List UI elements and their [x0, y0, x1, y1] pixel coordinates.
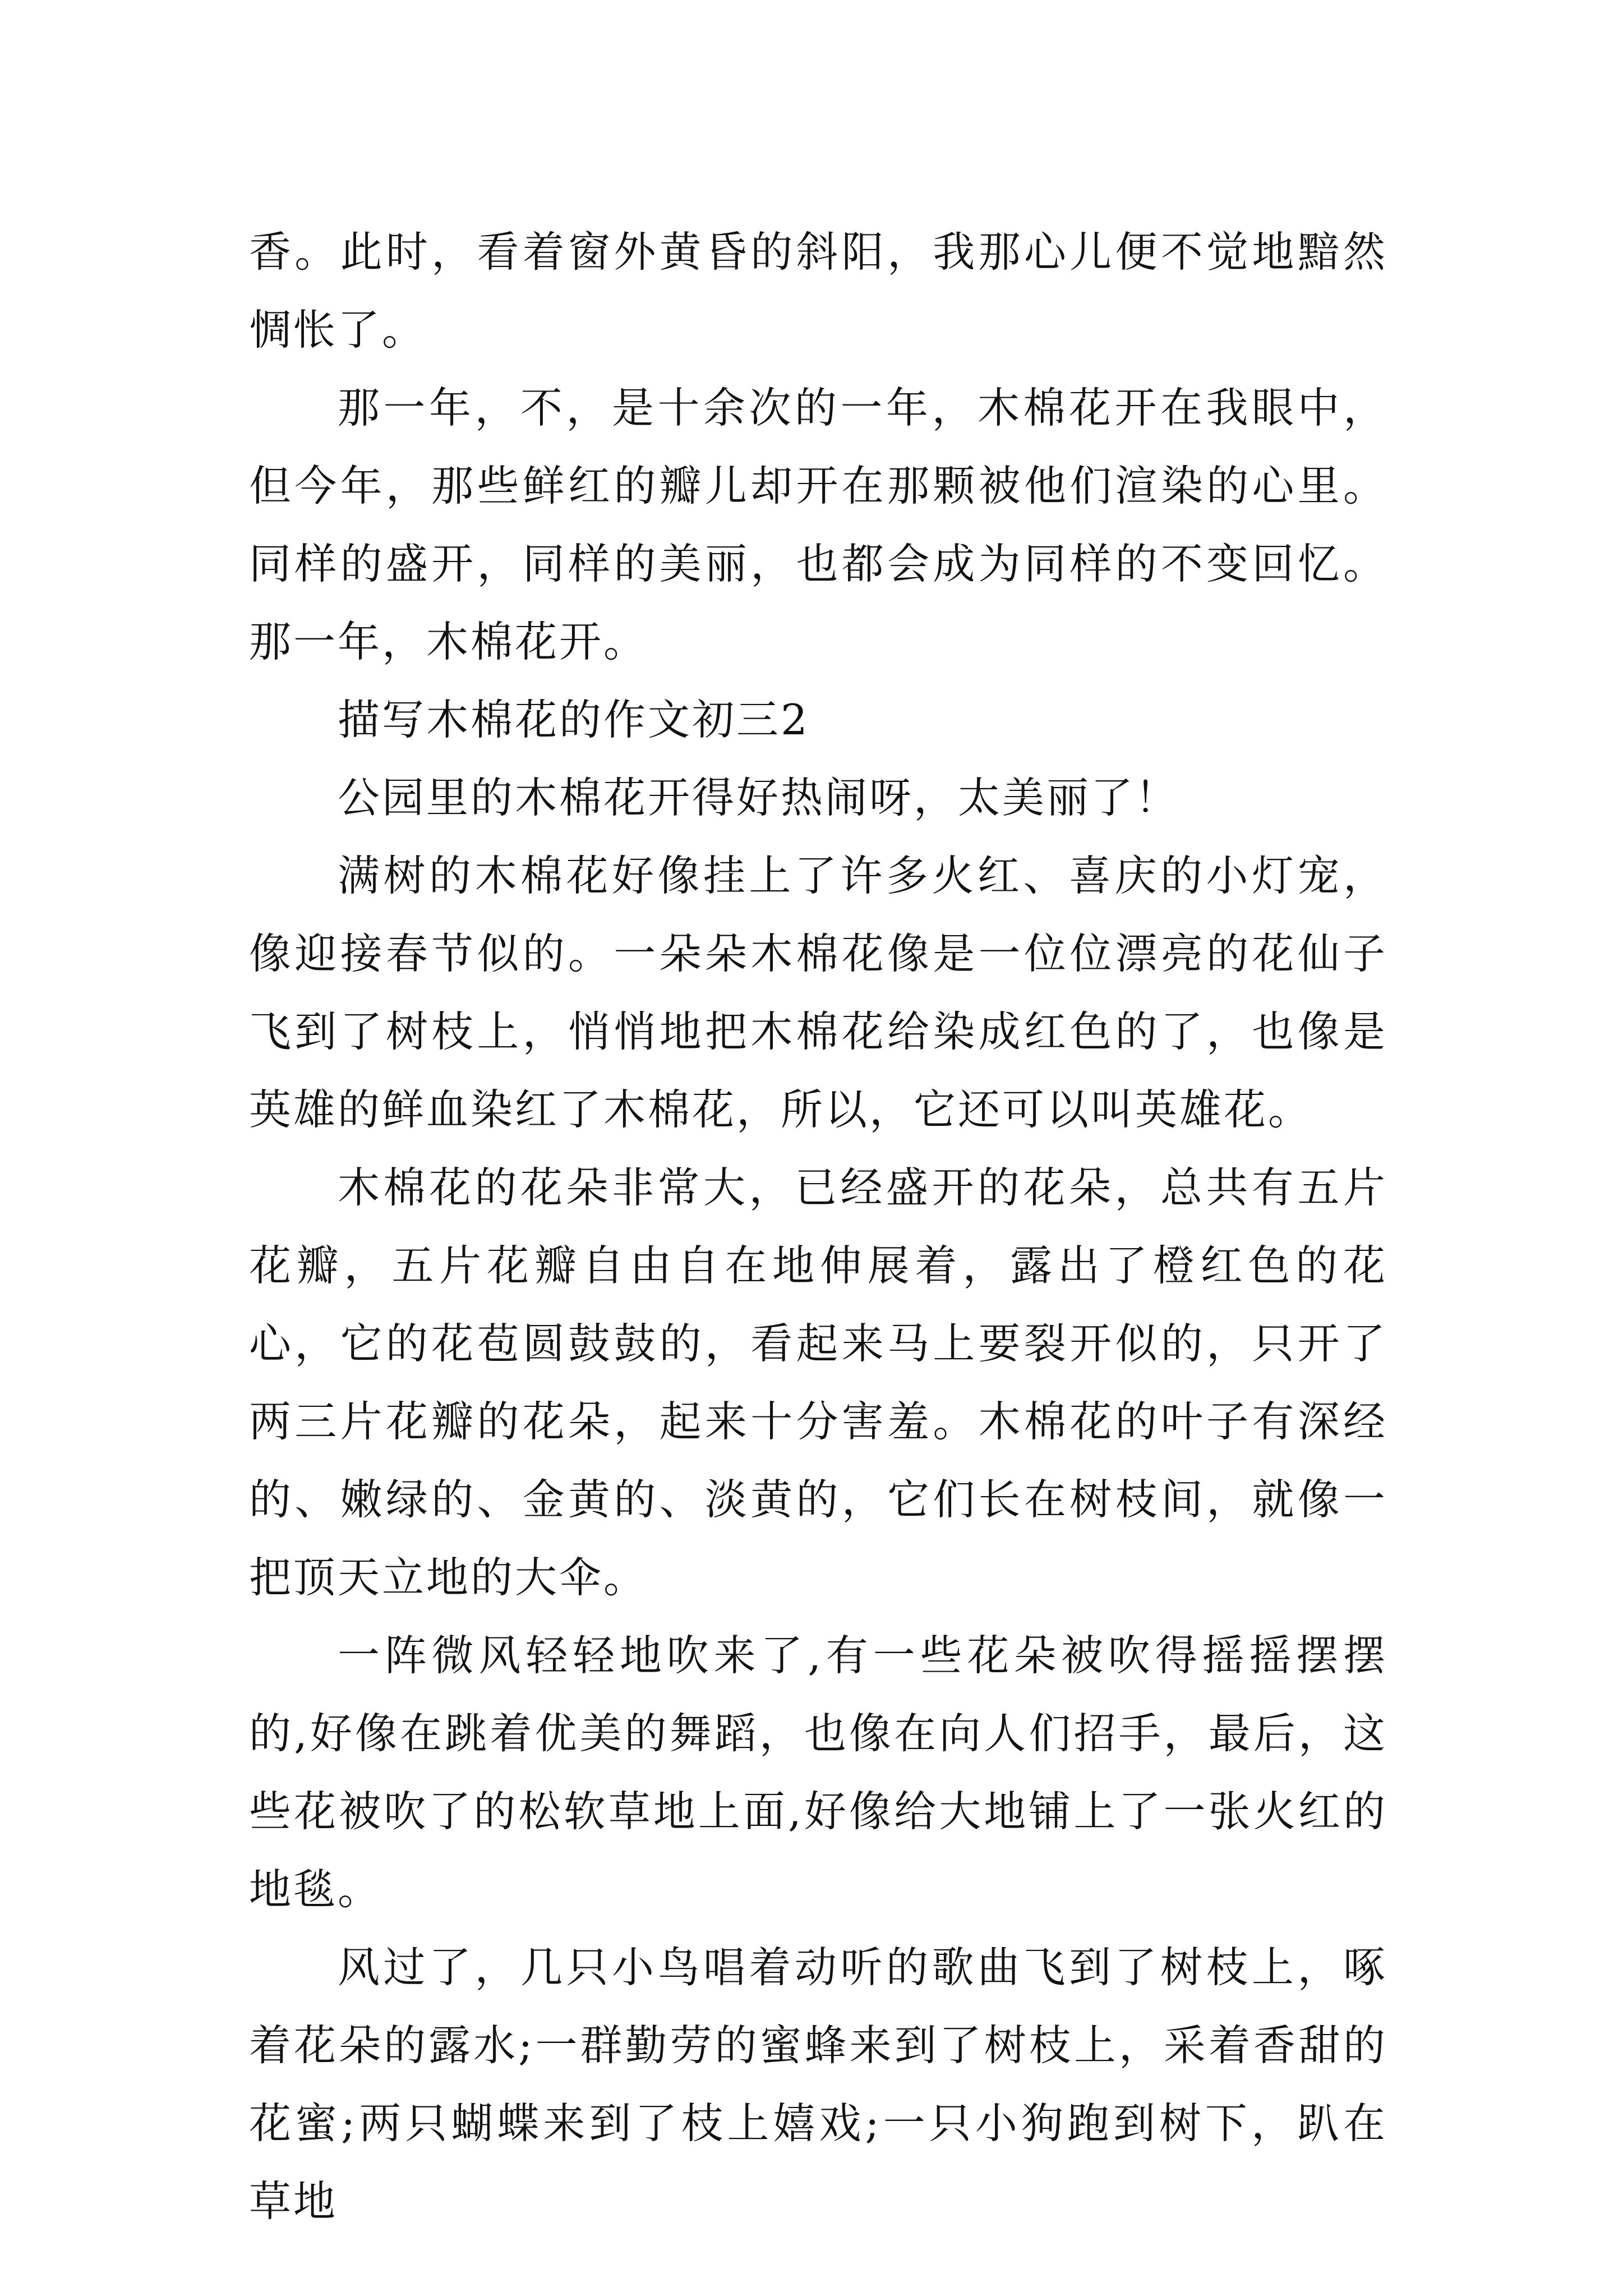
paragraph-3: 公园里的木棉花开得好热闹呀，太美丽了！	[338, 773, 1180, 822]
paragraph-5: 木棉花的花朵非常大，已经盛开的花朵，总共有五片花瓣，五片花瓣自由自在地伸展着，露出了橙红色的花心，它的花苞圆鼓鼓的，看起来马上要裂开似的，只开了两三片花瓣的花朵，起来十分害羞。木棉花的叶子有深经的、嫩绿的、金黄的、淡黄的，它们长在树枝间，就像一把顶天立地的大伞。	[249, 1163, 1387, 1602]
paragraph-1: 香。此时，看着窗外黄昏的斜阳，我那心儿便不觉地黯然惆怅了。	[249, 227, 1387, 355]
paragraph-7: 风过了，几只小鸟唱着动听的歌曲飞到了树枝上，啄着花朵的露水;一群勤劳的蜜蜂来到了树枝上，采着香甜的花蜜;两只蝴蝶来到了枝上嬉戏;一只小狗跑到树下，趴在草地	[249, 1943, 1387, 2226]
document-body	[249, 213, 1387, 2240]
paragraph-4: 满树的木棉花好像挂上了许多火红、喜庆的小灯宠，像迎接春节似的。一朵朵木棉花像是一位位漂亮的花仙子飞到了树枝上，悄悄地把木棉花给染成红色的了，也像是英雄的鲜血染红了木棉花，所以，它还可以叫英雄花。	[249, 851, 1387, 1134]
section-heading: 描写木棉花的作文初三2	[338, 695, 810, 744]
paragraph-6: 一阵微风轻轻地吹来了,有一些花朵被吹得摇摇摆摆的,好像在跳着优美的舞蹈，也像在向人们招手，最后，这些花被吹了的松软草地上面,好像给大地铺上了一张火红的地毯。	[249, 1631, 1387, 1914]
paragraph-2: 那一年，不，是十余次的一年，木棉花开在我眼中，但今年，那些鲜红的瓣儿却开在那颗被他们渲染的心里。同样的盛开，同样的美丽，也都会成为同样的不变回忆。那一年，木棉花开。	[249, 383, 1387, 666]
